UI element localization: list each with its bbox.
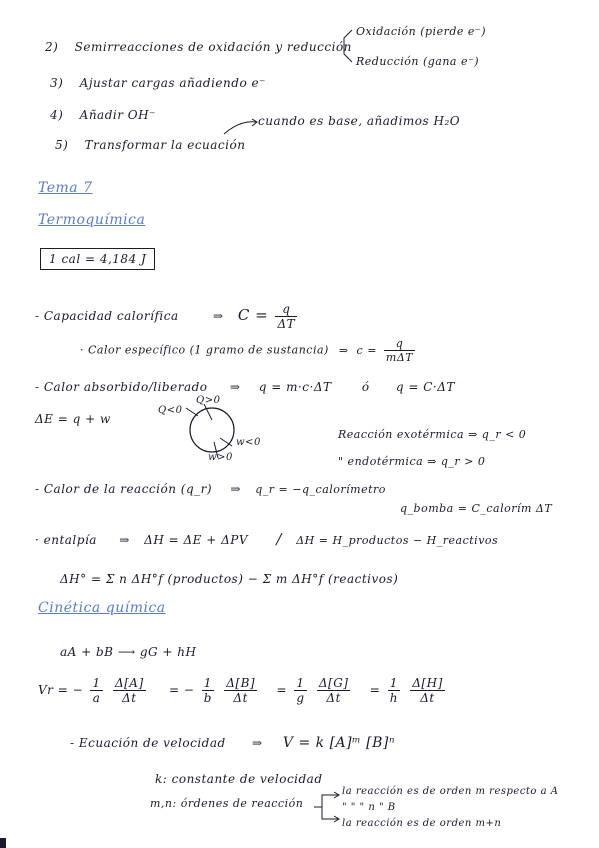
oxidation-note: Oxidación (pierde e⁻) bbox=[356, 25, 486, 38]
denominator: h bbox=[389, 691, 398, 705]
delta-fraction bbox=[410, 676, 445, 705]
implies-arrow: ⇒ bbox=[229, 380, 241, 394]
internal-energy-eq: ΔE = q + w bbox=[35, 412, 111, 426]
hess-law-eq: ΔH° = Σ n ΔH°f (productos) − Σ m ΔH°f (reactivos) bbox=[60, 572, 399, 586]
arrow-icon bbox=[222, 118, 262, 138]
general-reaction: aA + bB ⟶ gG + hH bbox=[60, 645, 197, 659]
denominator: Δt bbox=[122, 691, 137, 705]
or-word: ó bbox=[361, 380, 370, 394]
denominator: a bbox=[92, 691, 101, 705]
implies-arrow: ⇒ bbox=[230, 482, 241, 496]
numerator: Δ[A] bbox=[114, 676, 144, 690]
implies-arrow: ⇒ bbox=[338, 343, 349, 357]
endothermic-note: " endotérmica ⇒ q_r > 0 bbox=[338, 455, 486, 468]
numerator: 1 bbox=[202, 676, 214, 691]
implies-arrow: ⇒ bbox=[119, 533, 130, 547]
coef-fraction bbox=[202, 676, 214, 705]
numerator: Δ[G] bbox=[318, 676, 349, 690]
specific-heat-line bbox=[80, 337, 418, 364]
section-title-thermochemistry: Termoquímica bbox=[38, 212, 146, 228]
formula: q_r = −q_calorímetro bbox=[255, 483, 386, 496]
label: - Calor de la reacción (q_r) bbox=[35, 482, 213, 496]
rate-expression bbox=[38, 676, 448, 705]
denominator: Δt bbox=[233, 691, 248, 705]
step-number: 3) bbox=[50, 76, 64, 90]
delta-fraction bbox=[224, 676, 257, 705]
order-n-note: " " " n " B bbox=[342, 802, 396, 813]
base-note: cuando es base, añadimos H₂O bbox=[258, 114, 461, 128]
label: · Calor específico (1 gramo de sustancia) bbox=[80, 343, 329, 357]
step-text: Añadir OH⁻ bbox=[79, 108, 156, 122]
q-negative-label: Q<0 bbox=[158, 405, 183, 416]
branch-arrows bbox=[312, 790, 342, 824]
equals: = bbox=[369, 683, 381, 697]
rate-law-line bbox=[70, 735, 395, 751]
step-5 bbox=[55, 138, 245, 152]
section-title-kinetics: Cinética química bbox=[38, 600, 166, 616]
denominator: g bbox=[296, 691, 305, 705]
fraction bbox=[384, 337, 415, 364]
formula: q = C·ΔT bbox=[395, 380, 455, 394]
numerator: 1 bbox=[388, 676, 400, 691]
formula: q = m·c·ΔT bbox=[258, 380, 332, 394]
calorie-equivalence: 1 cal = 4,184 J bbox=[40, 248, 155, 270]
formula: ΔH = ΔE + ΔPV bbox=[144, 533, 249, 547]
branch-brace bbox=[338, 26, 358, 66]
label: - Ecuación de velocidad bbox=[70, 736, 226, 750]
rate-law-formula: V = k [A]ᵐ [B]ⁿ bbox=[282, 735, 396, 751]
numerator: q bbox=[384, 337, 415, 351]
formula-lhs: C = bbox=[237, 306, 269, 324]
implies-arrow: ⇒ bbox=[252, 736, 263, 750]
label: - Calor absorbido/liberado bbox=[35, 380, 208, 394]
delta-fraction bbox=[317, 676, 351, 705]
equals: = bbox=[276, 683, 287, 697]
enthalpy-line bbox=[35, 530, 498, 548]
label: - Capacidad calorífica bbox=[35, 309, 179, 323]
w-negative-label: w<0 bbox=[236, 437, 261, 448]
page-edge-mark bbox=[0, 838, 6, 848]
formula-lhs: c = bbox=[356, 343, 377, 357]
fraction bbox=[275, 302, 297, 331]
order-m-note: la reacción es de orden m respecto a A bbox=[342, 786, 559, 797]
implies-arrow: ⇒ bbox=[212, 309, 224, 323]
denominator: b bbox=[203, 691, 212, 705]
coef-fraction bbox=[388, 676, 400, 705]
label: · entalpía bbox=[35, 533, 97, 547]
reduction-note: Reducción (gana e⁻) bbox=[356, 55, 480, 68]
reaction-heat-line bbox=[35, 482, 386, 496]
step-3 bbox=[50, 76, 266, 90]
step-text: Transformar la ecuación bbox=[84, 138, 246, 152]
equals: = − bbox=[168, 683, 195, 697]
denominator: Δt bbox=[420, 691, 435, 705]
heat-absorbed-line bbox=[35, 380, 455, 394]
coef-fraction bbox=[90, 676, 102, 705]
numerator: 1 bbox=[92, 676, 101, 690]
reaction-orders-label: m,n: órdenes de reacción bbox=[150, 797, 304, 810]
rate-constant-def: k: constante de velocidad bbox=[155, 772, 323, 786]
numerator: Δ[B] bbox=[226, 676, 256, 690]
denominator: mΔT bbox=[385, 351, 414, 364]
exothermic-note: Reacción exotérmica ⇒ q_r < 0 bbox=[338, 428, 527, 441]
step-number: 5) bbox=[55, 138, 69, 152]
heat-capacity-line bbox=[35, 302, 300, 331]
denominator: ΔT bbox=[277, 317, 296, 331]
bomb-calorimeter-eq: q_bomba = C_calorím ΔT bbox=[400, 502, 553, 515]
step-4 bbox=[50, 108, 156, 122]
w-positive-label: w>0 bbox=[208, 452, 233, 463]
numerator: 1 bbox=[294, 676, 306, 691]
total-order-note: la reacción es de orden m+n bbox=[342, 818, 502, 829]
step-text: Ajustar cargas añadiendo e⁻ bbox=[79, 76, 266, 90]
numerator: Δ[H] bbox=[412, 676, 443, 690]
calorie-box bbox=[40, 252, 155, 266]
denominator: Δt bbox=[326, 691, 341, 705]
rate-lhs: Vr = − bbox=[38, 683, 84, 697]
q-positive-label: Q>0 bbox=[196, 395, 221, 406]
delta-fraction bbox=[113, 676, 146, 705]
numerator: q bbox=[275, 302, 297, 317]
formula: ΔH = H_productos − H_reactivos bbox=[296, 534, 499, 547]
step-number: 4) bbox=[50, 108, 64, 122]
chapter-title: Tema 7 bbox=[38, 180, 93, 196]
coef-fraction bbox=[294, 676, 306, 705]
separator: / bbox=[276, 530, 282, 548]
step-2 bbox=[45, 40, 352, 54]
step-text: Semirreacciones de oxidación y reducción bbox=[74, 40, 352, 54]
step-number: 2) bbox=[45, 40, 59, 54]
